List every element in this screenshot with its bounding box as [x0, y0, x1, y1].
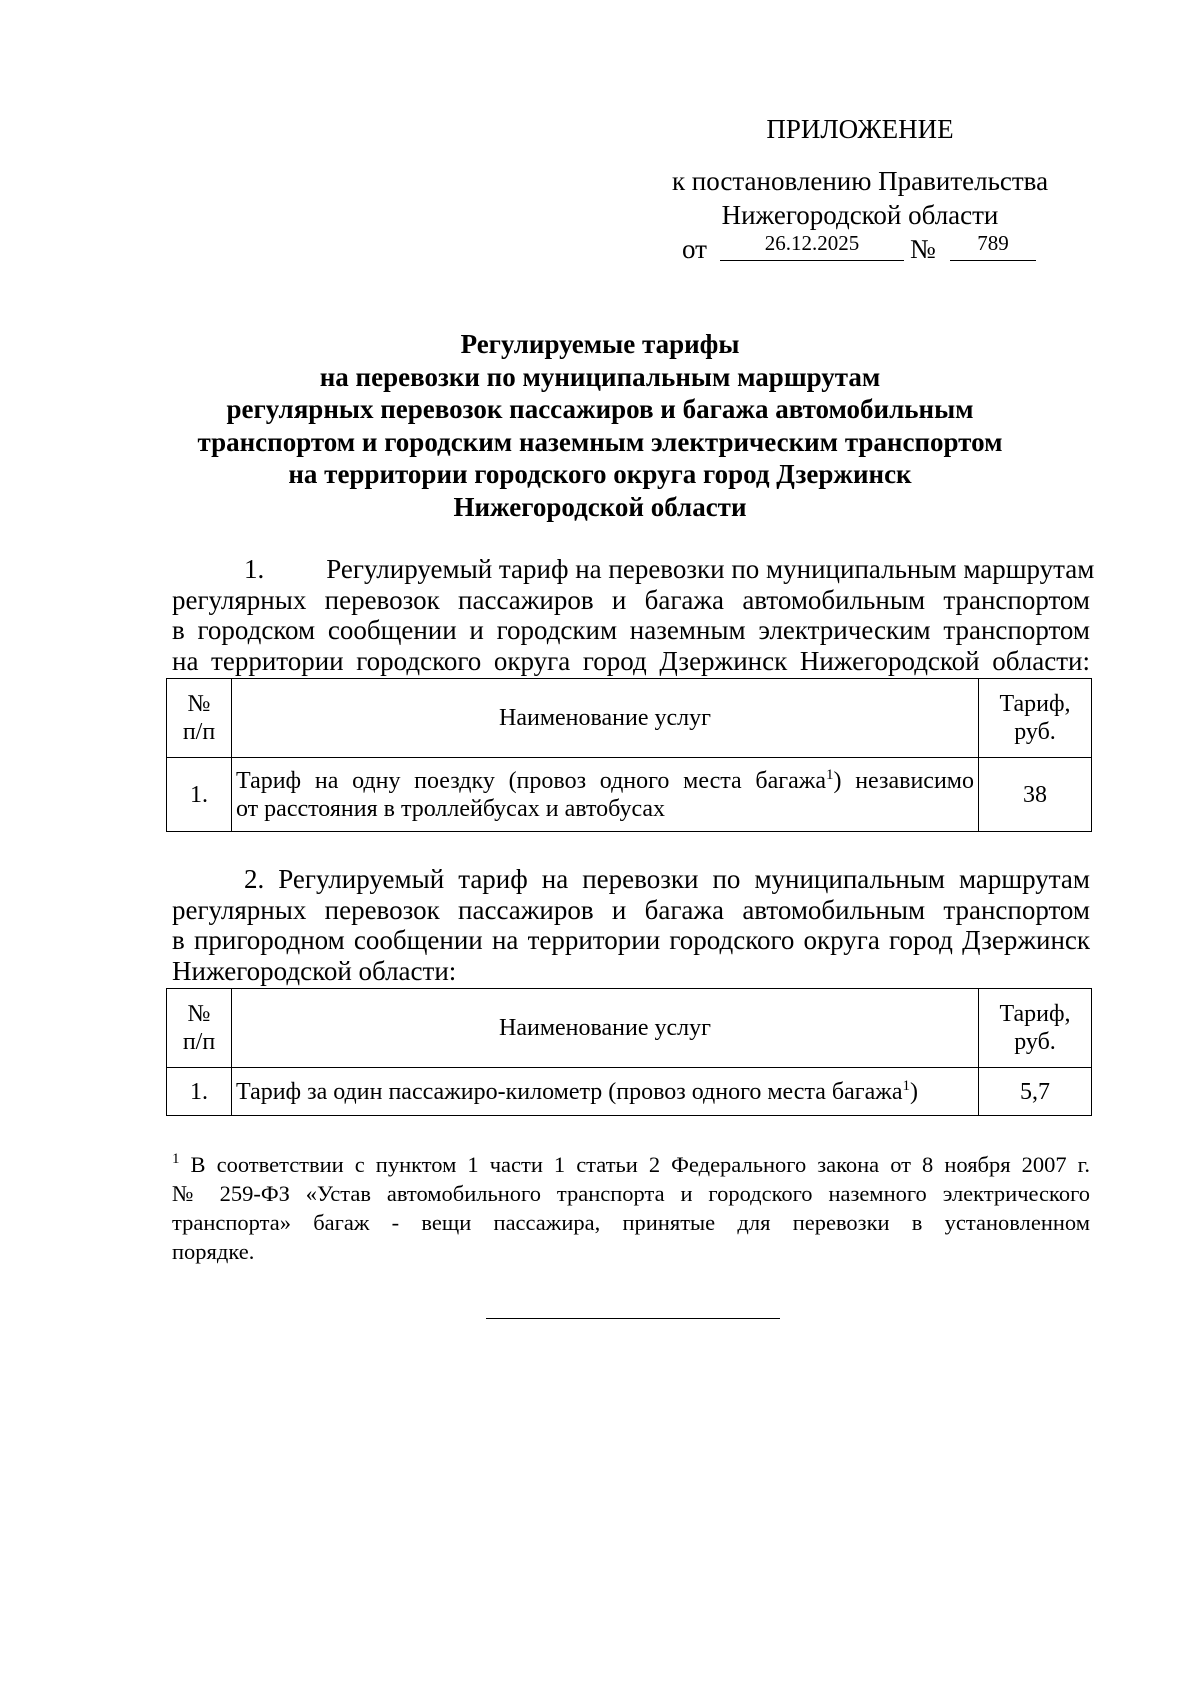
header-tariff: [979, 989, 1092, 1068]
header-number-text: п/п: [182, 1029, 216, 1055]
service-name-line: от расстояния в троллейбусах и автобусах: [236, 795, 666, 822]
service-name-line: [236, 767, 974, 795]
header-tariff: [979, 679, 1092, 758]
table-row: [167, 758, 1092, 832]
tariff-table-1: [166, 678, 1092, 832]
header-tariff-label: Тариф,: [999, 1001, 1071, 1027]
footnote-mark: 1: [902, 1077, 910, 1094]
decree-number: 789: [950, 232, 1036, 261]
table-row: [167, 1068, 1092, 1116]
header-number-text: п/п: [182, 719, 216, 745]
paragraph-line: Нижегородской области:: [172, 955, 457, 986]
section-1-paragraph: [172, 554, 1095, 676]
paragraph-line: [172, 554, 1095, 585]
header-tariff-unit: руб.: [1014, 719, 1056, 745]
service-name-text: Тариф на одну поездку (провоз одного места багажа: [236, 767, 826, 794]
section-2-paragraph: [172, 864, 1090, 986]
appendix-line-2: Нижегородской области: [721, 200, 999, 230]
header-number-symbol: №: [187, 691, 211, 717]
row-tariff-value: 5,7: [979, 1068, 1092, 1116]
footnote-line: [172, 1150, 1090, 1179]
title-line: регулярных перевозок пассажиров и багажа автомобильным: [226, 394, 974, 424]
table-header-row: [167, 989, 1092, 1068]
number-label: №: [910, 234, 936, 264]
footnote-text: В соответствии с пунктом 1 части 1 статьи 2 Федерального закона от 8 ноября 2007 г.: [179, 1152, 1090, 1177]
title-line: на перевозки по муниципальным маршрутам: [319, 361, 881, 392]
paragraph-line: регулярных перевозок пассажиров и багажа автомобильным транспортом: [172, 584, 1090, 615]
row-number: 1.: [167, 758, 232, 832]
title-line: Нижегородской области: [453, 491, 747, 522]
footnote-line: транспорта» багаж - вещи пассажира, принятые для перевозки в установленном: [172, 1210, 1090, 1235]
service-name-text: ) независимо: [833, 767, 974, 794]
title-line: Регулируемые тарифы: [460, 329, 740, 359]
header-tariff-label: Тариф,: [999, 691, 1071, 717]
header-service-name: Наименование услуг: [232, 679, 979, 758]
paragraph-line: 2. Регулируемый тариф на перевозки по муниципальным маршрутам: [244, 864, 1090, 894]
row-tariff-value: 38: [979, 758, 1092, 832]
paragraph-line: на территории городского округа город Дзержинск Нижегородской области:: [172, 645, 1090, 676]
table-header-row: [167, 679, 1092, 758]
from-label: от: [682, 234, 707, 264]
footnote-line: № 259-ФЗ «Устав автомобильного транспорта и городского наземного электрического: [172, 1181, 1090, 1206]
title-line: транспортом и городским наземным электрическим транспортом: [197, 426, 1003, 457]
header-service-name: Наименование услуг: [232, 989, 979, 1068]
header-number: [167, 989, 232, 1068]
header-tariff-unit: руб.: [1014, 1029, 1056, 1055]
appendix-dateline: [682, 232, 1080, 266]
document-title: [150, 328, 1050, 523]
header-number: [167, 679, 232, 758]
section-1-number: 1.: [244, 554, 265, 584]
header-number-symbol: №: [187, 1001, 211, 1027]
footnote-mark: 1: [172, 1151, 180, 1167]
service-name-text: ): [909, 1078, 918, 1105]
end-divider: [486, 1318, 780, 1319]
paragraph-line: в городском сообщении и городским наземным электрическим транспортом: [172, 615, 1090, 645]
appendix-header: [640, 112, 1080, 266]
paragraph-text: Регулируемый тариф на перевозки по муниципальным маршрутам: [326, 554, 1095, 584]
row-number: 1.: [167, 1068, 232, 1116]
row-service-name: [232, 758, 979, 832]
paragraph-line: в пригородном сообщении на территории городского округа город Дзержинск: [172, 925, 1090, 955]
row-service-name: [232, 1068, 979, 1116]
tariff-table-2: [166, 988, 1092, 1116]
footnote-line: порядке.: [172, 1239, 255, 1264]
footnote-mark: 1: [825, 766, 834, 783]
footnote: [172, 1150, 1090, 1266]
service-name-text: Тариф за один пассажиро-километр (провоз одного места багажа: [236, 1078, 903, 1105]
appendix-title: ПРИЛОЖЕНИЕ: [766, 114, 954, 144]
appendix-line-1: к постановлению Правительства: [671, 166, 1049, 196]
paragraph-line: регулярных перевозок пассажиров и багажа автомобильным транспортом: [172, 894, 1090, 925]
title-line: на территории городского округа город Дзержинск: [288, 459, 912, 489]
decree-date: 26.12.2025: [720, 232, 904, 261]
